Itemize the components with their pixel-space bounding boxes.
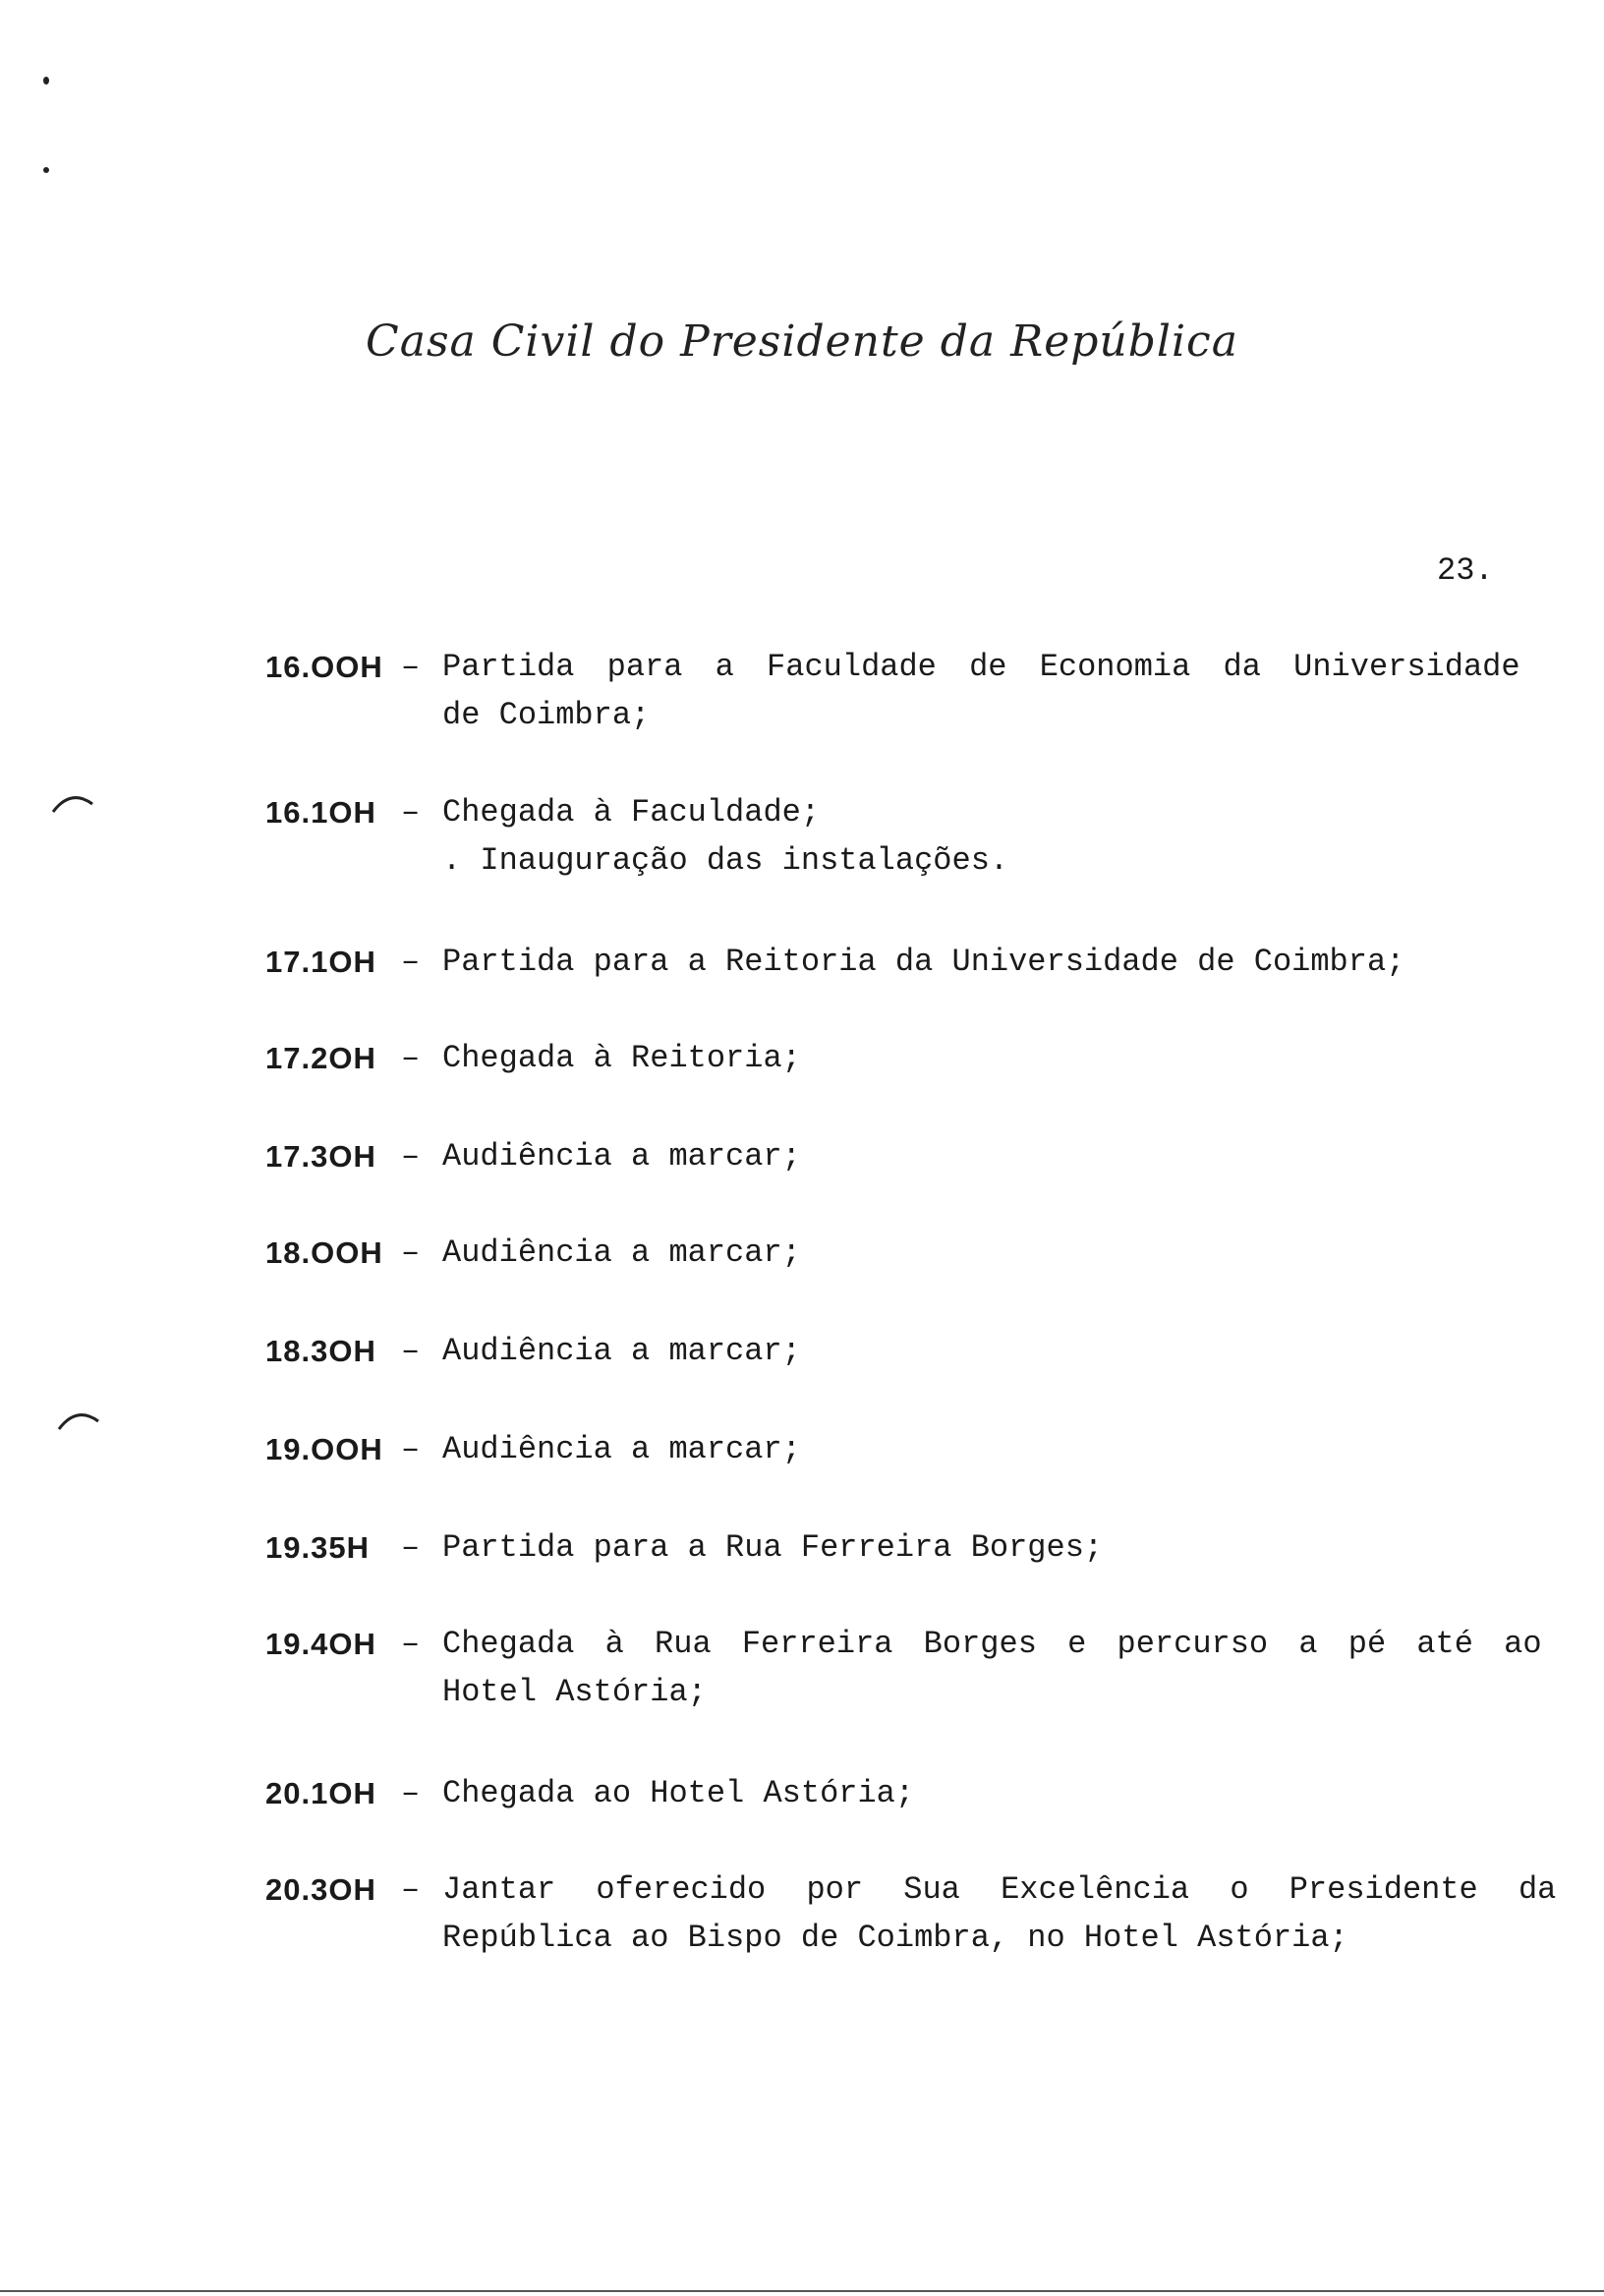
- entry-time: 16.1OH: [265, 795, 376, 830]
- entry-time: 17.3OH: [265, 1139, 376, 1174]
- entry-time: 19.4OH: [265, 1627, 376, 1661]
- punch-hole-arc-mark: [49, 786, 98, 816]
- entry-time: 20.1OH: [265, 1776, 376, 1810]
- entry-dash: –: [401, 1234, 421, 1271]
- entry-line: Audiência a marcar;: [442, 1333, 801, 1369]
- entry-time: 17.1OH: [265, 945, 376, 979]
- entry-dash: –: [401, 794, 421, 831]
- entry-dash: –: [401, 649, 421, 685]
- entry-line: Partida para a Faculdade de Economia da Universidade: [442, 649, 1520, 685]
- entry-line: Chegada à Reitoria;: [442, 1040, 801, 1076]
- punch-hole-arc-mark: [55, 1404, 104, 1433]
- margin-dot-mark: [43, 167, 49, 173]
- entry-line: Audiência a marcar;: [442, 1138, 801, 1175]
- entry-line: Chegada à Faculdade;: [442, 794, 821, 831]
- margin-dot-mark: [43, 77, 49, 85]
- entry-time: 16.OOH: [265, 650, 383, 684]
- entry-time: 19.35H: [265, 1530, 370, 1565]
- entry-line: de Coimbra;: [442, 697, 651, 733]
- entry-line: Chegada ao Hotel Astória;: [442, 1775, 915, 1811]
- entry-dash: –: [401, 1333, 421, 1369]
- entry-description: [442, 1866, 1557, 1962]
- entry-line: Partida para a Reitoria da Universidade de Coimbra;: [442, 944, 1405, 980]
- entry-description: [442, 1425, 1504, 1473]
- entry-description: [442, 788, 1504, 885]
- entry-description: [442, 1523, 1504, 1572]
- entry-line: . Inauguração das instalações.: [442, 842, 1009, 879]
- entry-line: Audiência a marcar;: [442, 1431, 801, 1467]
- entry-dash: –: [401, 1529, 421, 1566]
- entry-description: [442, 1620, 1542, 1716]
- entry-description: [442, 1132, 1504, 1180]
- entry-description: [442, 643, 1520, 739]
- entry-time: 18.OOH: [265, 1235, 383, 1270]
- entry-dash: –: [401, 944, 421, 980]
- entry-description: [442, 1769, 1504, 1817]
- entry-dash: –: [401, 1040, 421, 1076]
- entry-dash: –: [401, 1626, 421, 1662]
- entry-time: 17.2OH: [265, 1041, 376, 1075]
- entry-description: [442, 1327, 1504, 1375]
- entry-line: Partida para a Rua Ferreira Borges;: [442, 1529, 1104, 1566]
- entry-line: Chegada à Rua Ferreira Borges e percurso a pé até ao: [442, 1626, 1542, 1662]
- bottom-scan-edge: [0, 2290, 1604, 2292]
- entry-description: [442, 1229, 1504, 1277]
- letterhead-script: Casa Civil do Presidente da República: [366, 316, 1238, 367]
- entry-dash: –: [401, 1871, 421, 1908]
- entry-time: 18.3OH: [265, 1334, 376, 1368]
- entry-time: 20.3OH: [265, 1872, 376, 1907]
- entry-dash: –: [401, 1775, 421, 1811]
- entry-description: [442, 938, 1504, 986]
- entry-line: Hotel Astória;: [442, 1674, 707, 1710]
- entry-line: República ao Bispo de Coimbra, no Hotel Astória;: [442, 1920, 1348, 1956]
- entry-time: 19.OOH: [265, 1432, 383, 1466]
- entry-line: Jantar oferecido por Sua Excelência o Presidente da: [442, 1871, 1557, 1908]
- entry-line: Audiência a marcar;: [442, 1234, 801, 1271]
- entry-dash: –: [401, 1138, 421, 1175]
- entry-dash: –: [401, 1431, 421, 1467]
- page-number: 23.: [1437, 552, 1494, 589]
- entry-description: [442, 1034, 1504, 1082]
